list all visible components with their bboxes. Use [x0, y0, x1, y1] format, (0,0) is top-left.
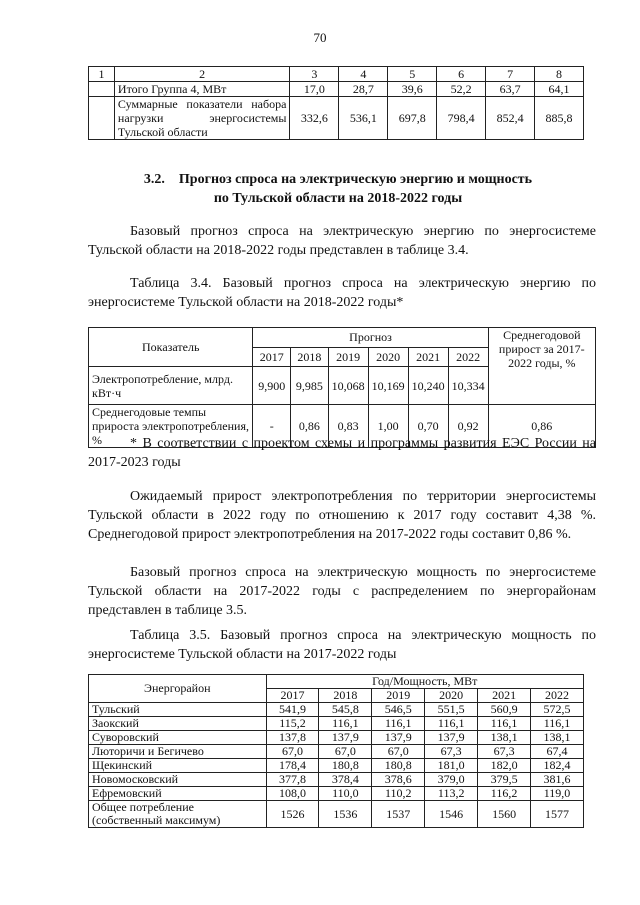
cell: 10,068	[328, 367, 368, 405]
cell: -	[253, 405, 291, 448]
table-row	[89, 97, 584, 140]
row-label: Щекинский	[89, 759, 267, 773]
footnote: * В соответствии с проектом схемы и программы развития ЕЭС России на 2017-2023 годы	[88, 436, 596, 470]
col-number: 8	[535, 67, 584, 82]
row-label: Люторичи и Бегичево	[89, 745, 267, 759]
cell: 1,00	[368, 405, 408, 448]
cell: 852,4	[486, 97, 535, 140]
table-caption-3-4: Таблица 3.4. Базовый прогноз спроса на электрическую энергию по энергосистеме Тульской области на 2018-2022 годы*	[88, 276, 596, 310]
col-forecast: Прогноз	[253, 328, 488, 348]
row-label: Ефремовский	[89, 787, 267, 801]
cell: 63,7	[486, 82, 535, 97]
row-label: Суммарные показатели набора нагрузки энергосистемы Тульской области	[114, 97, 290, 140]
cell: 39,6	[388, 82, 437, 97]
table-row: Новомосковский 377,8 378,4 378,6 379,0 379,5 381,6	[89, 773, 584, 787]
year: 2022	[531, 689, 584, 703]
col-number: 4	[339, 67, 388, 82]
cell: 697,8	[388, 97, 437, 140]
row-label: Новомосковский	[89, 773, 267, 787]
cell: 0,86	[291, 405, 329, 448]
cell: 536,1	[339, 97, 388, 140]
continuation-table	[88, 66, 584, 140]
col-number: 1	[89, 67, 115, 82]
section-title-line2: по Тульской области на 2018-2022 годы	[213, 191, 463, 206]
row-label: Тульский	[89, 703, 267, 717]
year: 2017	[266, 689, 319, 703]
row-label: Общее потребление (собственный максимум)	[89, 801, 267, 828]
year: 2022	[448, 347, 488, 367]
paragraph-growth: Ожидаемый прирост электропотребления по территории энергосистемы Тульской области в 2022 году по отношению к 2017 году составит 4,38 %. Среднегодовой прирост электропотребления на 2017-2022 годы составит 0,86 %.	[88, 489, 596, 542]
section-title-line1: Прогноз спроса на электрическую энергию и мощность	[178, 172, 533, 187]
col-number: 5	[388, 67, 437, 82]
table-header-row	[89, 328, 596, 348]
year: 2017	[253, 347, 291, 367]
table-row: Суворовский 137,8 137,9 137,9 137,9 138,1 138,1	[89, 731, 584, 745]
col-indicator: Показатель	[89, 328, 253, 367]
paragraph-power: Базовый прогноз спроса на электрическую мощность по энергосистеме Тульской области на 2017-2022 годы с распределением по энергорайонам представлен в таблице 3.5.	[88, 565, 596, 618]
section-heading	[88, 170, 588, 208]
year: 2018	[291, 347, 329, 367]
cell: 10,334	[448, 367, 488, 405]
table-row: Люторичи и Бегичево 67,0 67,0 67,0 67,3 67,3 67,4	[89, 745, 584, 759]
table-header-row	[89, 67, 584, 82]
year: 2021	[408, 347, 448, 367]
year: 2019	[328, 347, 368, 367]
col-number: 7	[486, 67, 535, 82]
year: 2018	[319, 689, 372, 703]
table-row: Щекинский 178,4 180,8 180,8 181,0 182,0 182,4	[89, 759, 584, 773]
cell: 17,0	[290, 82, 339, 97]
cell: 332,6	[290, 97, 339, 140]
table-header-row	[89, 675, 584, 689]
cell: 9,900	[253, 367, 291, 405]
year: 2020	[425, 689, 478, 703]
col-number: 6	[437, 67, 486, 82]
col-region: Энергорайон	[89, 675, 267, 703]
cell: 0,92	[448, 405, 488, 448]
cell: 0,70	[408, 405, 448, 448]
table-row	[89, 82, 584, 97]
table-row: Заокский 115,2 116,1 116,1 116,1 116,1 116,1	[89, 717, 584, 731]
forecast-power-table	[88, 674, 584, 828]
row-label: Итого Группа 4, МВт	[114, 82, 290, 97]
table-caption-3-5: Таблица 3.5. Базовый прогноз спроса на электрическую мощность по энергосистеме Тульской области на 2017-2022 годы	[88, 628, 596, 662]
year: 2019	[372, 689, 425, 703]
cell: 10,240	[408, 367, 448, 405]
cell: 64,1	[535, 82, 584, 97]
row-label: Электропотребление, млрд. кВт·ч	[89, 367, 253, 405]
row-label: Заокский	[89, 717, 267, 731]
col-growth: Среднегодовой прирост за 2017-2022 годы, %	[488, 328, 595, 405]
col-number: 2	[114, 67, 290, 82]
page-number: 70	[313, 30, 327, 45]
cell: 52,2	[437, 82, 486, 97]
cell: 0,83	[328, 405, 368, 448]
forecast-energy-table	[88, 327, 596, 448]
cell: 10,169	[368, 367, 408, 405]
row-label: Среднегодовые темпы прироста электропотребления, %	[89, 405, 253, 448]
cell: 885,8	[535, 97, 584, 140]
row-label: Суворовский	[89, 731, 267, 745]
section-number: 3.2.	[143, 172, 165, 187]
table-row: Тульский 541,9 545,8 546,5 551,5 560,9 572,5	[89, 703, 584, 717]
col-number: 3	[290, 67, 339, 82]
cell: 798,4	[437, 97, 486, 140]
table-row: Ефремовский 108,0 110,0 110,2 113,2 116,2 119,0	[89, 787, 584, 801]
col-power: Год/Мощность, МВт	[266, 675, 583, 689]
growth-value: 0,86	[488, 405, 595, 448]
cell: 28,7	[339, 82, 388, 97]
paragraph-intro: Базовый прогноз спроса на электрическую энергию по энергосистеме Тульской области на 2018-2022 годы представлен в таблице 3.4.	[88, 224, 596, 258]
table-row: Общее потребление (собственный максимум) 1526 1536 1537 1546 1560 1577	[89, 801, 584, 828]
year: 2021	[478, 689, 531, 703]
cell: 9,985	[291, 367, 329, 405]
year: 2020	[368, 347, 408, 367]
